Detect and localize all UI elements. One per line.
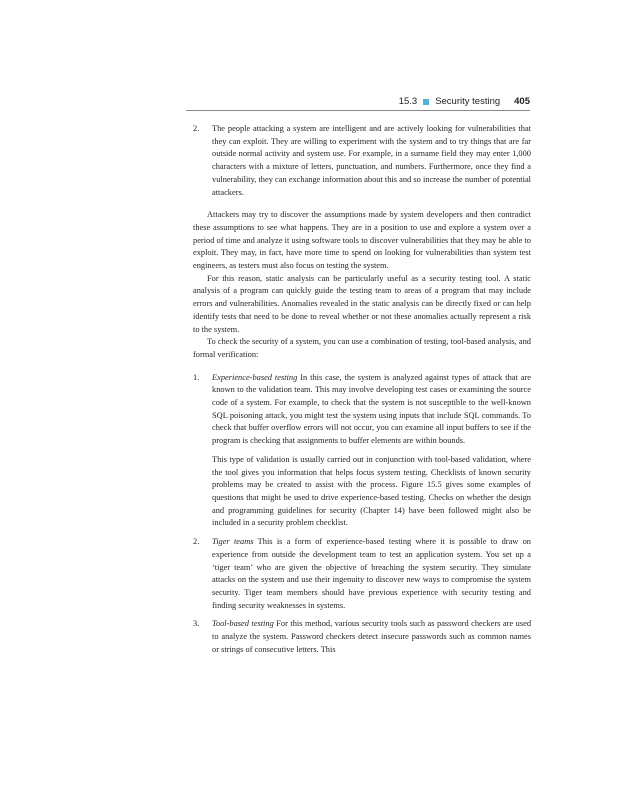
list-item-text: The people attacking a system are intelligent and are actively looking for vulnerabilities that they can exploit. They are willing to experiment with the system and to try things that are far outside normal activity and system use. For example, in a surname field they may enter 1,000 characters with a mixture of letters, punctuation, and numbers. Furthermore, once they find a vulnerability, they can exchange information about this and so increase the number of potential attackers. bbox=[212, 124, 531, 197]
list-item-text bbox=[212, 618, 531, 656]
list-item bbox=[193, 618, 531, 656]
section-title: Security testing bbox=[435, 96, 501, 107]
paragraph: For this reason, static analysis can be particularly useful as a security testing tool. A static analysis of a program can quickly guide the testing team to areas of a program that may include errors and vulnerabilities. Anomalies revealed in the static analysis can be directly fixed or can help identify tests that need to be done to reveal whether or not these anomalies actually represent a risk to the system. bbox=[193, 273, 531, 334]
paragraph: Attackers may try to discover the assumptions made by system developers and then contradict these assumptions to see what happens. They are in a position to use and explore a system over a period of time and analyze it using software tools to discover vulnerabilities that they may be able to exploit. They may, in fact, have more time to spend on looking for vulnerabilities than system test engineers, as testers must also focus on testing the system. bbox=[193, 210, 531, 271]
list-item-term: Tool-based testing bbox=[212, 619, 274, 629]
list-item-term: Experience-based testing bbox=[212, 372, 298, 382]
list-item-term: Tiger teams bbox=[212, 537, 254, 547]
section-number: 15.3 bbox=[398, 96, 418, 107]
list-item bbox=[193, 372, 531, 530]
list-item bbox=[193, 123, 531, 199]
list-item-number: 2. bbox=[193, 537, 200, 547]
running-head bbox=[399, 96, 530, 107]
square-bullet-icon bbox=[423, 99, 429, 105]
list-item-number: 3. bbox=[193, 619, 200, 629]
list-item-description: In this case, the system is analyzed against types of attack that are known to the validation team. This may involve developing test cases or examining the source code of a system. For example, to check that the system is not susceptible to the well-known SQL poisoning attack, you might test the system using inputs that include SQL commands. To check that buffer overflow errors will not occur, you can examine all input buffers to see if the program is checking that assignments to buffer elements are within bounds. bbox=[212, 372, 531, 446]
list-item-continuation: This type of validation is usually carried out in conjunction with tool-based validation, where the tool gives you information that helps focus system testing. Checklists of known security problems may be created to assist with the process. Figure 15.5 gives some examples of questions that might be used to drive experience-based testing. Checks on whether the design and programming guidelines for security (Chapter 14) have been followed might also be included in a security problem checklist. bbox=[212, 454, 531, 528]
page-number: 405 bbox=[514, 96, 530, 107]
list-item-description: This is a form of experience-based testing where it is possible to draw on experience from outside the development team to test an application system. You set up a ‘tiger team’ who are given the objective of breaching the system security. They simulate attacks on the system and use their ingenuity to discover new ways to compromise the system security. Tiger team members should have previous experience with security testing and finding security weaknesses in systems. bbox=[212, 537, 531, 610]
list-item-text bbox=[212, 372, 531, 448]
paragraph: To check the security of a system, you can use a combination of testing, tool-based analysis, and formal verification: bbox=[193, 337, 531, 359]
list-item-number: 1. bbox=[193, 372, 200, 382]
header-rule bbox=[186, 110, 530, 111]
list-item bbox=[193, 536, 531, 612]
list-item-text bbox=[212, 536, 531, 612]
page-body bbox=[193, 123, 531, 656]
list-item-description: For this method, various security tools such as password checkers are used to analyze the system. Password checkers detect insecure passwords such as common names or strings of consecutive letters. This bbox=[212, 619, 532, 654]
list-item-number: 2. bbox=[193, 124, 200, 133]
